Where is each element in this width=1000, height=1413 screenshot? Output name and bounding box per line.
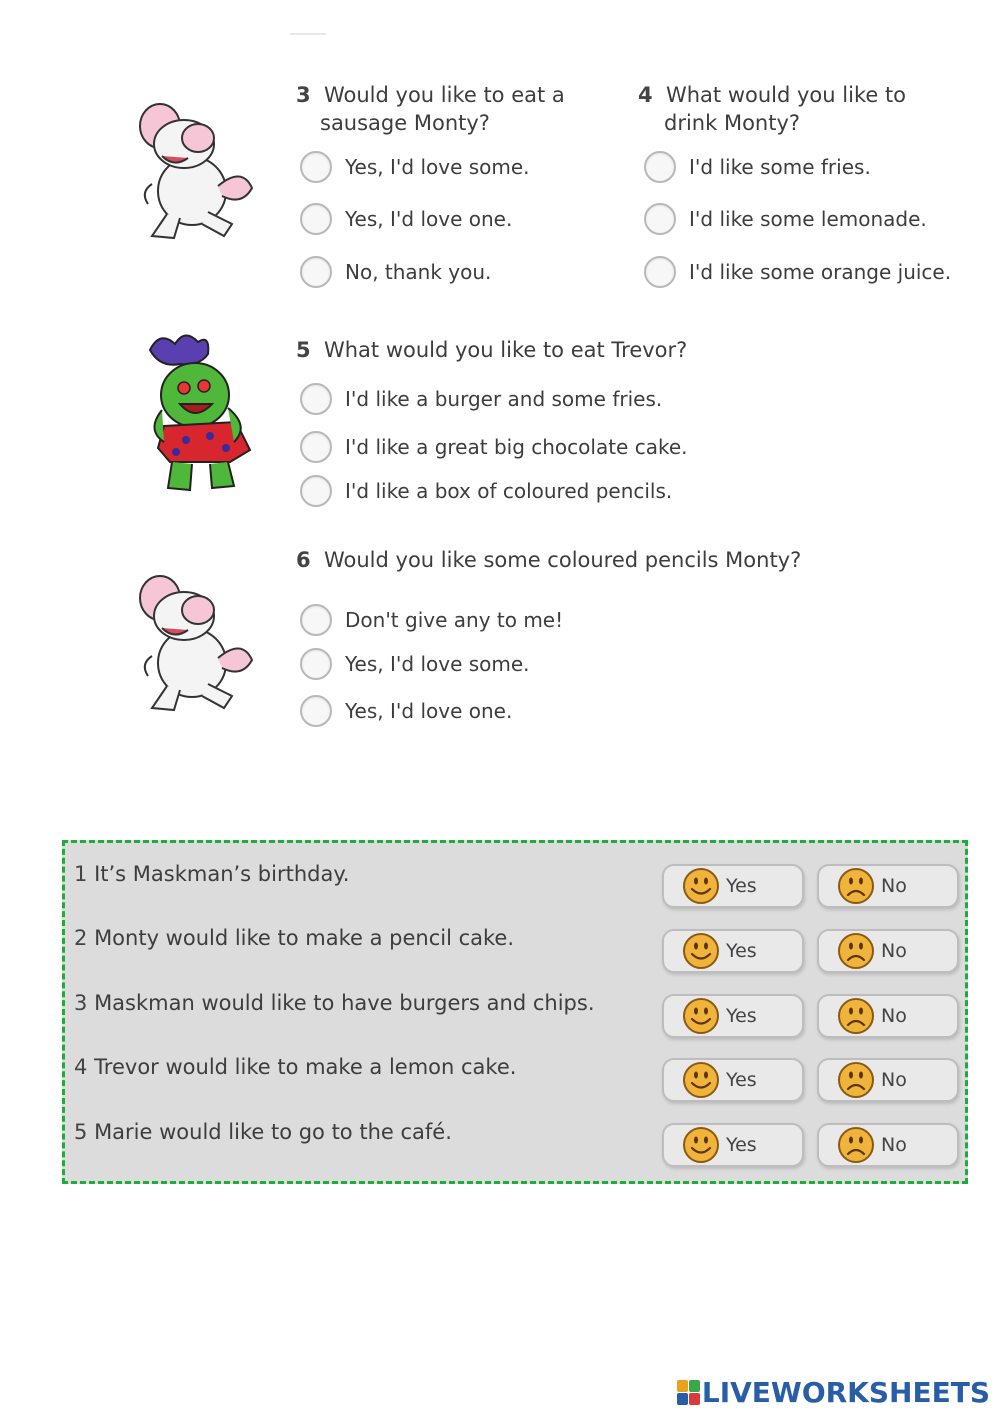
yes-label: Yes <box>726 940 757 962</box>
statement-number: 5 <box>74 1120 88 1144</box>
radio-button[interactable] <box>300 383 332 415</box>
option-label: Yes, I'd love some. <box>345 155 530 179</box>
answer-option[interactable] <box>300 431 688 463</box>
top-mark <box>290 33 326 35</box>
answer-option[interactable] <box>644 203 927 235</box>
question-3 <box>296 81 616 137</box>
question-text: What would you like to eat Trevor? <box>323 338 688 362</box>
no-button[interactable] <box>817 1058 959 1102</box>
sad-face-icon <box>837 932 875 970</box>
option-label: Yes, I'd love one. <box>345 207 513 231</box>
brand-name: LIVEWORKSHEETS <box>701 1376 990 1409</box>
smiley-face-icon <box>682 932 720 970</box>
radio-button[interactable] <box>300 475 332 507</box>
option-label: I'd like some orange juice. <box>689 260 952 284</box>
statement-row <box>74 862 349 886</box>
smiley-face-icon <box>682 997 720 1035</box>
answer-option[interactable] <box>300 648 530 680</box>
option-label: Yes, I'd love one. <box>345 699 513 723</box>
radio-button[interactable] <box>300 695 332 727</box>
question-5 <box>296 336 896 364</box>
option-label: Yes, I'd love some. <box>345 652 530 676</box>
question-number: 3 <box>296 83 311 107</box>
smiley-face-icon <box>682 867 720 905</box>
no-label: No <box>881 1069 907 1091</box>
monty-mouse-image <box>122 568 262 718</box>
radio-button[interactable] <box>300 203 332 235</box>
smiley-face-icon <box>682 1126 720 1164</box>
statement-text: Monty would like to make a pencil cake. <box>94 926 515 950</box>
yes-button[interactable] <box>662 864 804 908</box>
statement-row <box>74 1055 516 1079</box>
radio-button[interactable] <box>300 256 332 288</box>
option-label: I'd like a burger and some fries. <box>345 387 663 411</box>
statement-number: 2 <box>74 926 88 950</box>
no-button[interactable] <box>817 1123 959 1167</box>
question-text-line2: sausage Monty? <box>320 111 490 135</box>
no-button[interactable] <box>817 929 959 973</box>
answer-option[interactable] <box>644 151 871 183</box>
yes-label: Yes <box>726 875 757 897</box>
answer-option[interactable] <box>300 151 530 183</box>
question-6 <box>296 546 916 574</box>
question-text-line2: drink Monty? <box>664 111 801 135</box>
option-label: I'd like some fries. <box>689 155 871 179</box>
answer-option[interactable] <box>300 203 512 235</box>
option-label: Don't give any to me! <box>345 608 564 632</box>
sad-face-icon <box>837 867 875 905</box>
yes-button[interactable] <box>662 994 804 1038</box>
no-button[interactable] <box>817 864 959 908</box>
radio-button[interactable] <box>300 431 332 463</box>
yes-button[interactable] <box>662 1058 804 1102</box>
monty-mouse-image <box>122 96 262 246</box>
question-number: 4 <box>638 83 653 107</box>
statement-number: 4 <box>74 1055 88 1079</box>
answer-option[interactable] <box>300 475 672 507</box>
sad-face-icon <box>837 1061 875 1099</box>
statement-row <box>74 926 514 950</box>
no-label: No <box>881 940 907 962</box>
statement-number: 1 <box>74 862 88 886</box>
sad-face-icon <box>837 997 875 1035</box>
statement-text: Marie would like to go to the café. <box>94 1120 452 1144</box>
statement-text: Maskman would like to have burgers and chips. <box>94 991 595 1015</box>
statement-row <box>74 991 595 1015</box>
radio-button[interactable] <box>644 256 676 288</box>
answer-option[interactable] <box>300 383 662 415</box>
yes-label: Yes <box>726 1134 757 1156</box>
answer-option[interactable] <box>644 256 951 288</box>
yes-button[interactable] <box>662 1123 804 1167</box>
no-label: No <box>881 875 907 897</box>
yes-label: Yes <box>726 1005 757 1027</box>
radio-button[interactable] <box>300 648 332 680</box>
question-text: Would you like some coloured pencils Monty? <box>323 548 802 572</box>
no-button[interactable] <box>817 994 959 1038</box>
question-number: 6 <box>296 548 311 572</box>
no-label: No <box>881 1005 907 1027</box>
statement-number: 3 <box>74 991 88 1015</box>
yes-button[interactable] <box>662 929 804 973</box>
trevor-monster-image <box>140 330 260 495</box>
option-label: I'd like a great big chocolate cake. <box>345 435 688 459</box>
radio-button[interactable] <box>300 151 332 183</box>
option-label: I'd like a box of coloured pencils. <box>345 479 673 503</box>
sad-face-icon <box>837 1126 875 1164</box>
question-number: 5 <box>296 338 311 362</box>
question-4 <box>638 81 958 137</box>
no-label: No <box>881 1134 907 1156</box>
smiley-face-icon <box>682 1061 720 1099</box>
yes-label: Yes <box>726 1069 757 1091</box>
liveworksheets-logo[interactable] <box>676 1376 990 1409</box>
statement-text: Trevor would like to make a lemon cake. <box>94 1055 517 1079</box>
option-label: No, thank you. <box>345 260 492 284</box>
answer-option[interactable] <box>300 695 512 727</box>
answer-option[interactable] <box>300 256 491 288</box>
statement-row <box>74 1120 452 1144</box>
question-text: Would you like to eat a <box>323 83 565 107</box>
question-text: What would you like to <box>665 83 907 107</box>
option-label: I'd like some lemonade. <box>689 207 927 231</box>
statement-text: It’s Maskman’s birthday. <box>94 862 350 886</box>
answer-option[interactable] <box>300 604 563 636</box>
radio-button[interactable] <box>644 151 676 183</box>
radio-button[interactable] <box>644 203 676 235</box>
liveworksheets-logo-icon <box>676 1378 702 1408</box>
radio-button[interactable] <box>300 604 332 636</box>
